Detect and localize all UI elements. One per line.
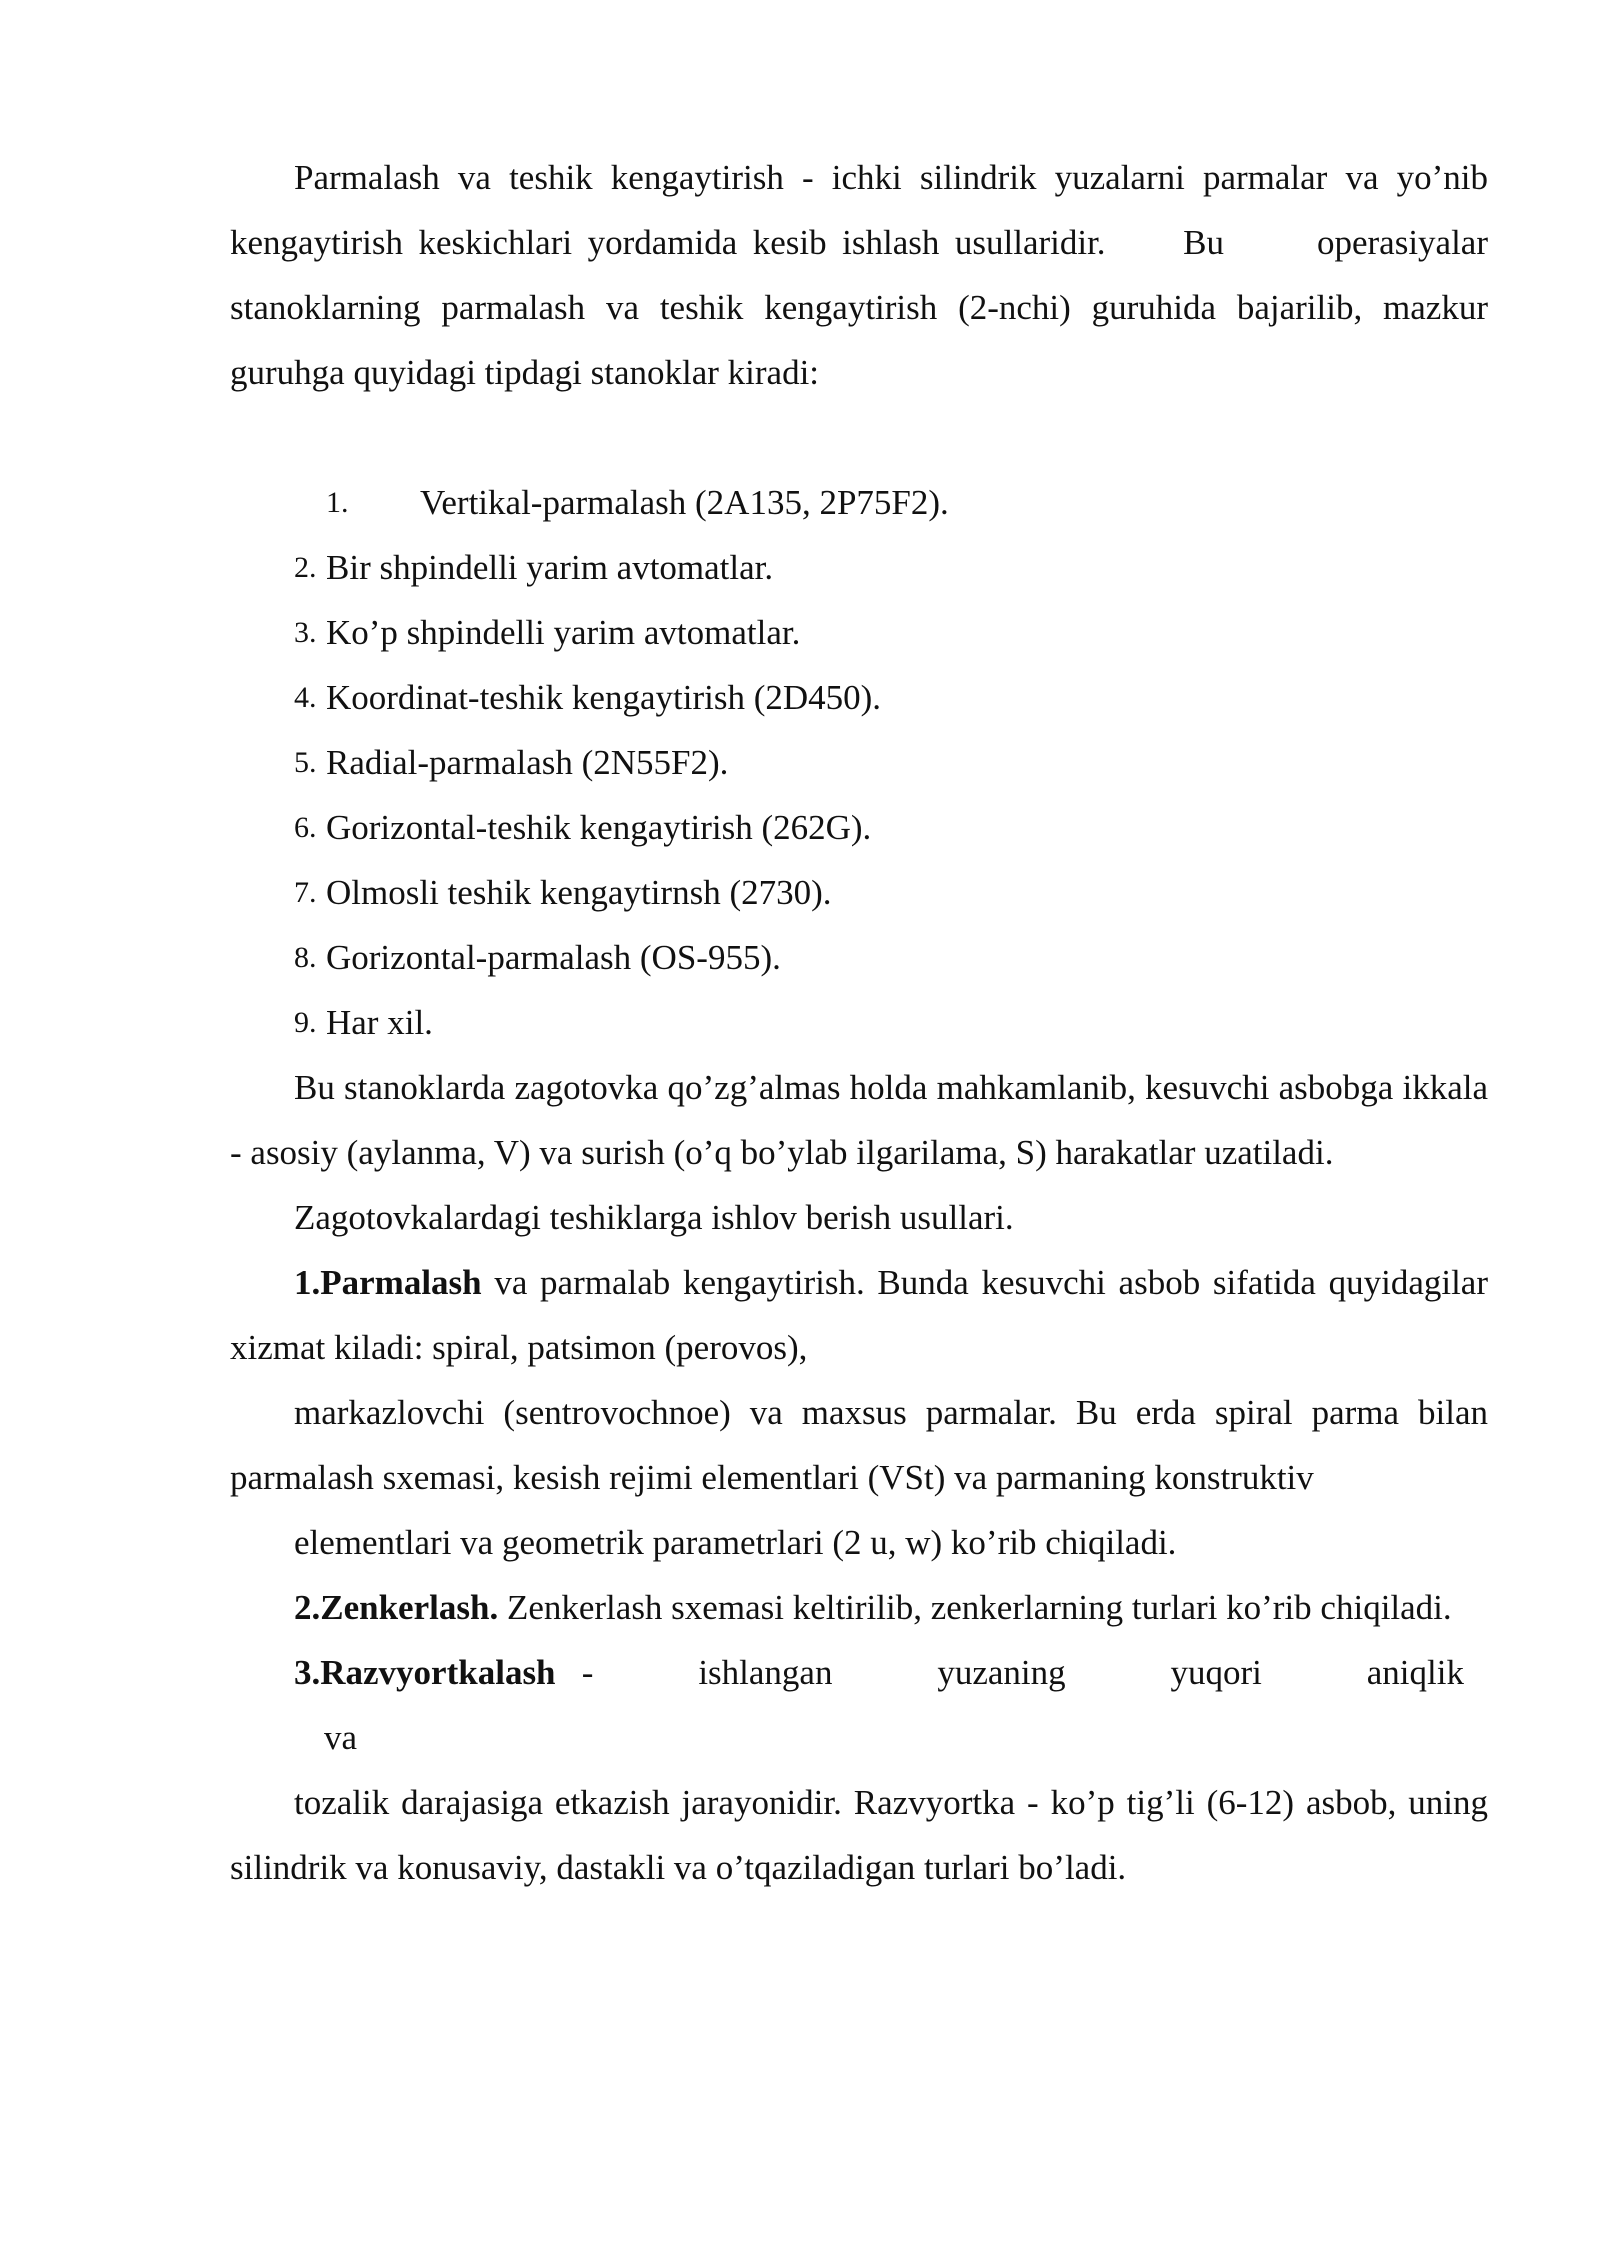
list-number: 7. xyxy=(294,876,317,909)
method-parmalash-end: elementlari va geometrik parametrlari (2 u, w) ko’rib chiqiladi. xyxy=(294,1523,1177,1562)
list-text: Olmosli teshik kengaytirnsh (2730). xyxy=(326,873,832,912)
list-item xyxy=(230,665,1488,730)
intro-paragraph: Parmalash va teshik kengaytirish - ichki silindrik yuzalarni parmalar va yo’nib kengaytirish keskichlari yordamida kesib ishlash usullaridir. Bu operasiyalar stanoklarning parmalash va teshik kengaytirish (2-nchi) guruhida bajarilib, mazkur guruhga quyidagi tipdagi stanoklar kiradi: xyxy=(230,158,1488,392)
method-razvyortkalash-va: va xyxy=(324,1718,358,1757)
method-parmalash xyxy=(230,1250,1488,1380)
word: yuzaning xyxy=(937,1653,1066,1692)
list-text: Ko’p shpindelli yarim avtomatlar. xyxy=(326,613,801,652)
word: ishlangan xyxy=(698,1653,833,1692)
list-text: Vertikal-parmalash (2A135, 2P75F2). xyxy=(420,483,949,522)
list-number: 2. xyxy=(294,551,317,584)
list-text: Gorizontal-parmalash (OS-955). xyxy=(326,938,781,977)
method-term: Zenkerlash. xyxy=(320,1588,499,1627)
method-number: 3. xyxy=(294,1653,321,1692)
list-text: Koordinat-teshik kengaytirish (2D450). xyxy=(326,678,882,717)
list-item xyxy=(230,600,1488,665)
list-item xyxy=(230,990,1488,1055)
list-item xyxy=(230,795,1488,860)
method-description: va parmalab kengaytirish. Bunda kesuvchi asbob sifatida quyidagilar xizmat kiladi: spiral, patsimon (perovos), xyxy=(230,1263,1488,1367)
list-item xyxy=(230,730,1488,795)
list-number: 5. xyxy=(294,746,317,779)
list-item xyxy=(230,470,1488,535)
method-razvyortkalash-continuation: tozalik darajasiga etkazish jarayonidir. Razvyortka - ko’p tig’li (6-12) asbob, uning silindrik va konusaviy, dastakli va o’tqaziladigan turlari bo’ladi. xyxy=(230,1783,1488,1887)
method-zenkerlash xyxy=(230,1575,1488,1640)
list-item xyxy=(230,535,1488,600)
method-term: Parmalash xyxy=(320,1263,482,1302)
method-parmalash-continuation: markazlovchi (sentrovochnoe) va maxsus parmalar. Bu erda spiral parma bilan parmalash sxemasi, kesish rejimi elementlari (VSt) va parmaning konstruktiv xyxy=(230,1393,1488,1497)
word: yuqori xyxy=(1170,1653,1262,1692)
list-text: Radial-parmalash (2N55F2). xyxy=(326,743,729,782)
methods-heading: Zagotovkalardagi teshiklarga ishlov berish usullari. xyxy=(294,1198,1014,1237)
method-dash: - xyxy=(581,1653,594,1692)
list-number: 9. xyxy=(294,1006,317,1039)
list-number: 3. xyxy=(294,616,317,649)
list-text: Gorizontal-teshik kengaytirish (262G). xyxy=(326,808,872,847)
list-number: 1. xyxy=(326,486,349,519)
method-number: 2. xyxy=(294,1588,321,1627)
list-text: Bir shpindelli yarim avtomatlar. xyxy=(326,548,774,587)
list-item xyxy=(230,925,1488,990)
method-number: 1. xyxy=(294,1263,321,1302)
list-number: 6. xyxy=(294,811,317,844)
motion-paragraph: Bu stanoklarda zagotovka qo’zg’almas holda mahkamlanib, kesuvchi asbobga ikkala - asosiy (aylanma, V) va surish (o’q bo’ylab ilgarilama, S) harakatlar uzatiladi. xyxy=(230,1068,1488,1172)
word: aniqlik xyxy=(1366,1653,1464,1692)
list-number: 8. xyxy=(294,941,317,974)
method-term: Razvyortkalash xyxy=(320,1653,556,1692)
list-item xyxy=(230,860,1488,925)
machine-list xyxy=(230,470,1488,1055)
method-description: Zenkerlash sxemasi keltirilib, zenkerlarning turlari ko’rib chiqiladi. xyxy=(498,1588,1452,1627)
list-text: Har xil. xyxy=(326,1003,433,1042)
document-page xyxy=(230,145,1488,1900)
list-number: 4. xyxy=(294,681,317,714)
method-razvyortkalash xyxy=(230,1640,1464,1705)
